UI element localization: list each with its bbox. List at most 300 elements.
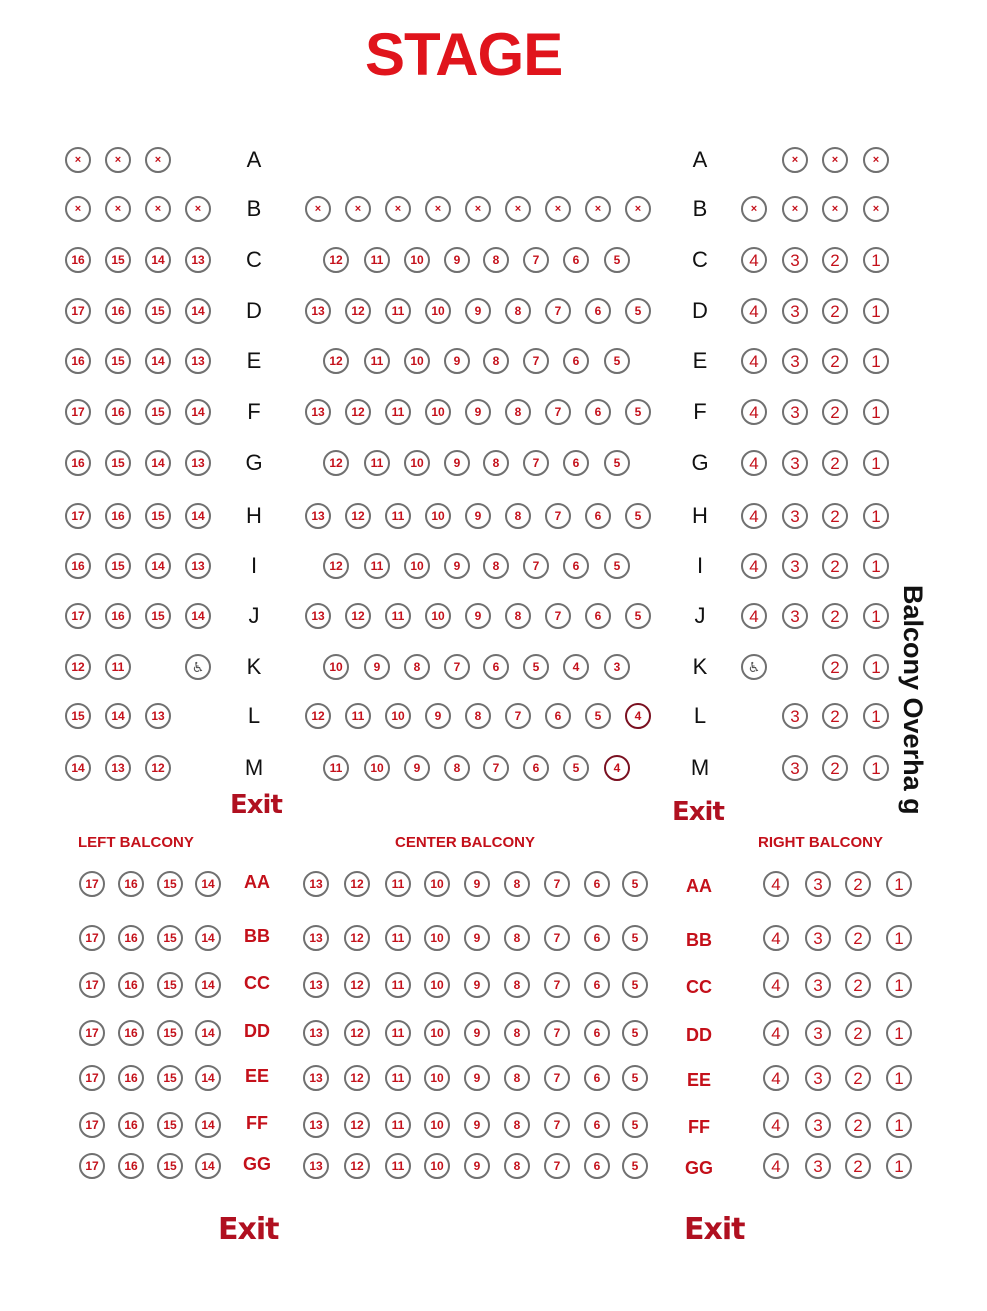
seat-M-6[interactable]: 6 <box>523 755 549 781</box>
seat-AA-6[interactable]: 6 <box>584 871 610 897</box>
seat-K-4[interactable]: 4 <box>563 654 589 680</box>
seat-D-1[interactable]: 1 <box>863 298 889 324</box>
seat-H-12[interactable]: 12 <box>345 503 371 529</box>
seat-C-4[interactable]: 4 <box>741 247 767 273</box>
seat-F-14[interactable]: 14 <box>185 399 211 425</box>
seat-AA-7[interactable]: 7 <box>544 871 570 897</box>
seat-GG-9[interactable]: 9 <box>464 1153 490 1179</box>
seat-F-12[interactable]: 12 <box>345 399 371 425</box>
seat-J-7[interactable]: 7 <box>545 603 571 629</box>
seat-H-14[interactable]: 14 <box>185 503 211 529</box>
seat-J-14[interactable]: 14 <box>185 603 211 629</box>
seat-L-9[interactable]: 9 <box>425 703 451 729</box>
seat-J-17[interactable]: 17 <box>65 603 91 629</box>
seat-E-7[interactable]: 7 <box>523 348 549 374</box>
seat-AA-3[interactable]: 3 <box>805 871 831 897</box>
wheelchair-icon[interactable]: ♿ <box>185 654 211 680</box>
seat-BB-5[interactable]: 5 <box>622 925 648 951</box>
seat-D-5[interactable]: 5 <box>625 298 651 324</box>
seat-CC-12[interactable]: 12 <box>344 972 370 998</box>
seat-DD-14[interactable]: 14 <box>195 1020 221 1046</box>
seat-I-3[interactable]: 3 <box>782 553 808 579</box>
seat-K-11[interactable]: 11 <box>105 654 131 680</box>
seat-CC-13[interactable]: 13 <box>303 972 329 998</box>
seat-L-15[interactable]: 15 <box>65 703 91 729</box>
seat-F-5[interactable]: 5 <box>625 399 651 425</box>
seat-M-10[interactable]: 10 <box>364 755 390 781</box>
seat-M-7[interactable]: 7 <box>483 755 509 781</box>
seat-GG-16[interactable]: 16 <box>118 1153 144 1179</box>
seat-C-2[interactable]: 2 <box>822 247 848 273</box>
seat-H-7[interactable]: 7 <box>545 503 571 529</box>
seat-D-7[interactable]: 7 <box>545 298 571 324</box>
seat-F-7[interactable]: 7 <box>545 399 571 425</box>
seat-E-12[interactable]: 12 <box>323 348 349 374</box>
seat-AA-5[interactable]: 5 <box>622 871 648 897</box>
seat-GG-4[interactable]: 4 <box>763 1153 789 1179</box>
seat-B-×[interactable]: × <box>185 196 211 222</box>
seat-G-15[interactable]: 15 <box>105 450 131 476</box>
seat-E-6[interactable]: 6 <box>563 348 589 374</box>
seat-I-4[interactable]: 4 <box>741 553 767 579</box>
seat-DD-17[interactable]: 17 <box>79 1020 105 1046</box>
seat-B-×[interactable]: × <box>782 196 808 222</box>
seat-J-15[interactable]: 15 <box>145 603 171 629</box>
seat-DD-8[interactable]: 8 <box>504 1020 530 1046</box>
seat-BB-15[interactable]: 15 <box>157 925 183 951</box>
seat-D-3[interactable]: 3 <box>782 298 808 324</box>
seat-C-7[interactable]: 7 <box>523 247 549 273</box>
seat-FF-1[interactable]: 1 <box>886 1112 912 1138</box>
seat-J-2[interactable]: 2 <box>822 603 848 629</box>
seat-FF-5[interactable]: 5 <box>622 1112 648 1138</box>
seat-G-13[interactable]: 13 <box>185 450 211 476</box>
seat-FF-8[interactable]: 8 <box>504 1112 530 1138</box>
seat-J-1[interactable]: 1 <box>863 603 889 629</box>
seat-I-10[interactable]: 10 <box>404 553 430 579</box>
seat-M-1[interactable]: 1 <box>863 755 889 781</box>
seat-EE-15[interactable]: 15 <box>157 1065 183 1091</box>
seat-C-6[interactable]: 6 <box>563 247 589 273</box>
seat-B-×[interactable]: × <box>822 196 848 222</box>
seat-I-1[interactable]: 1 <box>863 553 889 579</box>
seat-D-10[interactable]: 10 <box>425 298 451 324</box>
seat-E-2[interactable]: 2 <box>822 348 848 374</box>
seat-L-1[interactable]: 1 <box>863 703 889 729</box>
seat-M-9[interactable]: 9 <box>404 755 430 781</box>
seat-L-11[interactable]: 11 <box>345 703 371 729</box>
seat-AA-10[interactable]: 10 <box>424 871 450 897</box>
seat-J-16[interactable]: 16 <box>105 603 131 629</box>
seat-DD-9[interactable]: 9 <box>464 1020 490 1046</box>
seat-FF-6[interactable]: 6 <box>584 1112 610 1138</box>
seat-BB-6[interactable]: 6 <box>584 925 610 951</box>
seat-EE-10[interactable]: 10 <box>424 1065 450 1091</box>
seat-A-×[interactable]: × <box>65 147 91 173</box>
seat-AA-9[interactable]: 9 <box>464 871 490 897</box>
seat-J-9[interactable]: 9 <box>465 603 491 629</box>
seat-B-×[interactable]: × <box>425 196 451 222</box>
seat-B-×[interactable]: × <box>65 196 91 222</box>
seat-I-8[interactable]: 8 <box>483 553 509 579</box>
seat-L-7[interactable]: 7 <box>505 703 531 729</box>
seat-BB-8[interactable]: 8 <box>504 925 530 951</box>
seat-CC-3[interactable]: 3 <box>805 972 831 998</box>
seat-BB-13[interactable]: 13 <box>303 925 329 951</box>
seat-B-×[interactable]: × <box>863 196 889 222</box>
seat-D-9[interactable]: 9 <box>465 298 491 324</box>
seat-D-17[interactable]: 17 <box>65 298 91 324</box>
seat-I-12[interactable]: 12 <box>323 553 349 579</box>
seat-C-11[interactable]: 11 <box>364 247 390 273</box>
seat-G-9[interactable]: 9 <box>444 450 470 476</box>
seat-G-16[interactable]: 16 <box>65 450 91 476</box>
seat-J-10[interactable]: 10 <box>425 603 451 629</box>
seat-H-15[interactable]: 15 <box>145 503 171 529</box>
seat-G-10[interactable]: 10 <box>404 450 430 476</box>
seat-C-16[interactable]: 16 <box>65 247 91 273</box>
seat-E-16[interactable]: 16 <box>65 348 91 374</box>
seat-BB-14[interactable]: 14 <box>195 925 221 951</box>
seat-C-10[interactable]: 10 <box>404 247 430 273</box>
seat-C-13[interactable]: 13 <box>185 247 211 273</box>
seat-G-6[interactable]: 6 <box>563 450 589 476</box>
seat-FF-12[interactable]: 12 <box>344 1112 370 1138</box>
seat-DD-4[interactable]: 4 <box>763 1020 789 1046</box>
seat-GG-2[interactable]: 2 <box>845 1153 871 1179</box>
seat-H-6[interactable]: 6 <box>585 503 611 529</box>
seat-I-9[interactable]: 9 <box>444 553 470 579</box>
seat-DD-1[interactable]: 1 <box>886 1020 912 1046</box>
seat-D-8[interactable]: 8 <box>505 298 531 324</box>
seat-CC-17[interactable]: 17 <box>79 972 105 998</box>
seat-L-3[interactable]: 3 <box>782 703 808 729</box>
seat-AA-13[interactable]: 13 <box>303 871 329 897</box>
seat-B-×[interactable]: × <box>385 196 411 222</box>
seat-K-6[interactable]: 6 <box>483 654 509 680</box>
seat-E-8[interactable]: 8 <box>483 348 509 374</box>
seat-BB-16[interactable]: 16 <box>118 925 144 951</box>
seat-G-14[interactable]: 14 <box>145 450 171 476</box>
seat-GG-7[interactable]: 7 <box>544 1153 570 1179</box>
seat-AA-4[interactable]: 4 <box>763 871 789 897</box>
seat-J-13[interactable]: 13 <box>305 603 331 629</box>
seat-BB-1[interactable]: 1 <box>886 925 912 951</box>
seat-G-2[interactable]: 2 <box>822 450 848 476</box>
seat-J-12[interactable]: 12 <box>345 603 371 629</box>
seat-GG-1[interactable]: 1 <box>886 1153 912 1179</box>
seat-I-6[interactable]: 6 <box>563 553 589 579</box>
seat-EE-16[interactable]: 16 <box>118 1065 144 1091</box>
seat-DD-6[interactable]: 6 <box>584 1020 610 1046</box>
seat-BB-11[interactable]: 11 <box>385 925 411 951</box>
seat-EE-17[interactable]: 17 <box>79 1065 105 1091</box>
seat-B-×[interactable]: × <box>345 196 371 222</box>
seat-E-4[interactable]: 4 <box>741 348 767 374</box>
seat-K-3[interactable]: 3 <box>604 654 630 680</box>
seat-C-1[interactable]: 1 <box>863 247 889 273</box>
seat-H-4[interactable]: 4 <box>741 503 767 529</box>
seat-B-×[interactable]: × <box>505 196 531 222</box>
seat-F-17[interactable]: 17 <box>65 399 91 425</box>
seat-D-2[interactable]: 2 <box>822 298 848 324</box>
seat-D-15[interactable]: 15 <box>145 298 171 324</box>
seat-J-3[interactable]: 3 <box>782 603 808 629</box>
seat-G-11[interactable]: 11 <box>364 450 390 476</box>
seat-M-12[interactable]: 12 <box>145 755 171 781</box>
seat-AA-15[interactable]: 15 <box>157 871 183 897</box>
seat-I-13[interactable]: 13 <box>185 553 211 579</box>
seat-D-12[interactable]: 12 <box>345 298 371 324</box>
seat-E-10[interactable]: 10 <box>404 348 430 374</box>
seat-GG-5[interactable]: 5 <box>622 1153 648 1179</box>
seat-EE-8[interactable]: 8 <box>504 1065 530 1091</box>
seat-CC-16[interactable]: 16 <box>118 972 144 998</box>
seat-AA-14[interactable]: 14 <box>195 871 221 897</box>
seat-EE-3[interactable]: 3 <box>805 1065 831 1091</box>
seat-AA-2[interactable]: 2 <box>845 871 871 897</box>
seat-D-13[interactable]: 13 <box>305 298 331 324</box>
seat-G-3[interactable]: 3 <box>782 450 808 476</box>
seat-L-4[interactable]: 4 <box>625 703 651 729</box>
seat-B-×[interactable]: × <box>585 196 611 222</box>
seat-J-11[interactable]: 11 <box>385 603 411 629</box>
seat-M-3[interactable]: 3 <box>782 755 808 781</box>
seat-AA-8[interactable]: 8 <box>504 871 530 897</box>
seat-D-4[interactable]: 4 <box>741 298 767 324</box>
seat-EE-9[interactable]: 9 <box>464 1065 490 1091</box>
seat-L-6[interactable]: 6 <box>545 703 571 729</box>
seat-D-6[interactable]: 6 <box>585 298 611 324</box>
seat-G-5[interactable]: 5 <box>604 450 630 476</box>
seat-C-5[interactable]: 5 <box>604 247 630 273</box>
seat-CC-9[interactable]: 9 <box>464 972 490 998</box>
seat-K-1[interactable]: 1 <box>863 654 889 680</box>
seat-I-7[interactable]: 7 <box>523 553 549 579</box>
seat-K-12[interactable]: 12 <box>65 654 91 680</box>
seat-I-15[interactable]: 15 <box>105 553 131 579</box>
seat-L-2[interactable]: 2 <box>822 703 848 729</box>
seat-AA-16[interactable]: 16 <box>118 871 144 897</box>
seat-GG-11[interactable]: 11 <box>385 1153 411 1179</box>
seat-CC-8[interactable]: 8 <box>504 972 530 998</box>
seat-J-6[interactable]: 6 <box>585 603 611 629</box>
seat-M-5[interactable]: 5 <box>563 755 589 781</box>
seat-H-11[interactable]: 11 <box>385 503 411 529</box>
seat-EE-5[interactable]: 5 <box>622 1065 648 1091</box>
seat-I-16[interactable]: 16 <box>65 553 91 579</box>
seat-FF-9[interactable]: 9 <box>464 1112 490 1138</box>
seat-J-5[interactable]: 5 <box>625 603 651 629</box>
seat-GG-10[interactable]: 10 <box>424 1153 450 1179</box>
seat-EE-6[interactable]: 6 <box>584 1065 610 1091</box>
seat-H-13[interactable]: 13 <box>305 503 331 529</box>
seat-A-×[interactable]: × <box>863 147 889 173</box>
seat-FF-3[interactable]: 3 <box>805 1112 831 1138</box>
seat-L-5[interactable]: 5 <box>585 703 611 729</box>
seat-DD-13[interactable]: 13 <box>303 1020 329 1046</box>
seat-EE-11[interactable]: 11 <box>385 1065 411 1091</box>
seat-DD-3[interactable]: 3 <box>805 1020 831 1046</box>
seat-EE-4[interactable]: 4 <box>763 1065 789 1091</box>
seat-GG-14[interactable]: 14 <box>195 1153 221 1179</box>
seat-M-11[interactable]: 11 <box>323 755 349 781</box>
seat-H-17[interactable]: 17 <box>65 503 91 529</box>
seat-H-8[interactable]: 8 <box>505 503 531 529</box>
seat-A-×[interactable]: × <box>145 147 171 173</box>
seat-L-8[interactable]: 8 <box>465 703 491 729</box>
seat-H-10[interactable]: 10 <box>425 503 451 529</box>
seat-DD-2[interactable]: 2 <box>845 1020 871 1046</box>
seat-E-11[interactable]: 11 <box>364 348 390 374</box>
seat-C-14[interactable]: 14 <box>145 247 171 273</box>
seat-GG-3[interactable]: 3 <box>805 1153 831 1179</box>
seat-K-2[interactable]: 2 <box>822 654 848 680</box>
seat-J-8[interactable]: 8 <box>505 603 531 629</box>
seat-FF-16[interactable]: 16 <box>118 1112 144 1138</box>
seat-E-9[interactable]: 9 <box>444 348 470 374</box>
seat-E-15[interactable]: 15 <box>105 348 131 374</box>
seat-E-14[interactable]: 14 <box>145 348 171 374</box>
seat-CC-5[interactable]: 5 <box>622 972 648 998</box>
seat-H-16[interactable]: 16 <box>105 503 131 529</box>
seat-AA-17[interactable]: 17 <box>79 871 105 897</box>
seat-I-5[interactable]: 5 <box>604 553 630 579</box>
seat-C-12[interactable]: 12 <box>323 247 349 273</box>
seat-GG-15[interactable]: 15 <box>157 1153 183 1179</box>
seat-E-13[interactable]: 13 <box>185 348 211 374</box>
seat-BB-12[interactable]: 12 <box>344 925 370 951</box>
seat-H-2[interactable]: 2 <box>822 503 848 529</box>
seat-CC-4[interactable]: 4 <box>763 972 789 998</box>
seat-B-×[interactable]: × <box>305 196 331 222</box>
seat-EE-1[interactable]: 1 <box>886 1065 912 1091</box>
seat-A-×[interactable]: × <box>782 147 808 173</box>
seat-CC-6[interactable]: 6 <box>584 972 610 998</box>
seat-GG-12[interactable]: 12 <box>344 1153 370 1179</box>
seat-G-1[interactable]: 1 <box>863 450 889 476</box>
seat-FF-10[interactable]: 10 <box>424 1112 450 1138</box>
seat-D-11[interactable]: 11 <box>385 298 411 324</box>
seat-B-×[interactable]: × <box>145 196 171 222</box>
seat-G-8[interactable]: 8 <box>483 450 509 476</box>
seat-FF-14[interactable]: 14 <box>195 1112 221 1138</box>
seat-F-10[interactable]: 10 <box>425 399 451 425</box>
seat-F-16[interactable]: 16 <box>105 399 131 425</box>
seat-B-×[interactable]: × <box>625 196 651 222</box>
seat-EE-13[interactable]: 13 <box>303 1065 329 1091</box>
seat-M-8[interactable]: 8 <box>444 755 470 781</box>
seat-FF-7[interactable]: 7 <box>544 1112 570 1138</box>
seat-F-11[interactable]: 11 <box>385 399 411 425</box>
seat-BB-10[interactable]: 10 <box>424 925 450 951</box>
seat-FF-2[interactable]: 2 <box>845 1112 871 1138</box>
seat-G-12[interactable]: 12 <box>323 450 349 476</box>
seat-BB-3[interactable]: 3 <box>805 925 831 951</box>
seat-K-10[interactable]: 10 <box>323 654 349 680</box>
seat-H-1[interactable]: 1 <box>863 503 889 529</box>
seat-AA-12[interactable]: 12 <box>344 871 370 897</box>
seat-A-×[interactable]: × <box>105 147 131 173</box>
seat-A-×[interactable]: × <box>822 147 848 173</box>
seat-CC-10[interactable]: 10 <box>424 972 450 998</box>
seat-F-2[interactable]: 2 <box>822 399 848 425</box>
seat-D-14[interactable]: 14 <box>185 298 211 324</box>
seat-D-16[interactable]: 16 <box>105 298 131 324</box>
seat-FF-13[interactable]: 13 <box>303 1112 329 1138</box>
seat-BB-9[interactable]: 9 <box>464 925 490 951</box>
seat-FF-17[interactable]: 17 <box>79 1112 105 1138</box>
seat-F-15[interactable]: 15 <box>145 399 171 425</box>
seat-H-9[interactable]: 9 <box>465 503 491 529</box>
seat-I-14[interactable]: 14 <box>145 553 171 579</box>
seat-DD-5[interactable]: 5 <box>622 1020 648 1046</box>
seat-B-×[interactable]: × <box>105 196 131 222</box>
seat-L-14[interactable]: 14 <box>105 703 131 729</box>
seat-CC-14[interactable]: 14 <box>195 972 221 998</box>
seat-K-9[interactable]: 9 <box>364 654 390 680</box>
seat-M-4[interactable]: 4 <box>604 755 630 781</box>
seat-EE-2[interactable]: 2 <box>845 1065 871 1091</box>
seat-F-13[interactable]: 13 <box>305 399 331 425</box>
seat-DD-11[interactable]: 11 <box>385 1020 411 1046</box>
seat-M-13[interactable]: 13 <box>105 755 131 781</box>
seat-BB-17[interactable]: 17 <box>79 925 105 951</box>
seat-CC-1[interactable]: 1 <box>886 972 912 998</box>
seat-B-×[interactable]: × <box>465 196 491 222</box>
seat-DD-16[interactable]: 16 <box>118 1020 144 1046</box>
seat-GG-13[interactable]: 13 <box>303 1153 329 1179</box>
seat-M-2[interactable]: 2 <box>822 755 848 781</box>
seat-BB-4[interactable]: 4 <box>763 925 789 951</box>
seat-B-×[interactable]: × <box>545 196 571 222</box>
seat-K-7[interactable]: 7 <box>444 654 470 680</box>
seat-EE-14[interactable]: 14 <box>195 1065 221 1091</box>
seat-J-4[interactable]: 4 <box>741 603 767 629</box>
seat-E-5[interactable]: 5 <box>604 348 630 374</box>
seat-DD-12[interactable]: 12 <box>344 1020 370 1046</box>
seat-F-3[interactable]: 3 <box>782 399 808 425</box>
seat-G-7[interactable]: 7 <box>523 450 549 476</box>
seat-B-×[interactable]: × <box>741 196 767 222</box>
seat-E-1[interactable]: 1 <box>863 348 889 374</box>
seat-GG-8[interactable]: 8 <box>504 1153 530 1179</box>
seat-EE-7[interactable]: 7 <box>544 1065 570 1091</box>
wheelchair-icon[interactable]: ♿ <box>741 654 767 680</box>
seat-M-14[interactable]: 14 <box>65 755 91 781</box>
seat-I-2[interactable]: 2 <box>822 553 848 579</box>
seat-C-3[interactable]: 3 <box>782 247 808 273</box>
seat-C-8[interactable]: 8 <box>483 247 509 273</box>
seat-DD-10[interactable]: 10 <box>424 1020 450 1046</box>
seat-E-3[interactable]: 3 <box>782 348 808 374</box>
seat-F-8[interactable]: 8 <box>505 399 531 425</box>
seat-H-5[interactable]: 5 <box>625 503 651 529</box>
seat-FF-15[interactable]: 15 <box>157 1112 183 1138</box>
seat-CC-7[interactable]: 7 <box>544 972 570 998</box>
seat-L-13[interactable]: 13 <box>145 703 171 729</box>
seat-AA-1[interactable]: 1 <box>886 871 912 897</box>
seat-EE-12[interactable]: 12 <box>344 1065 370 1091</box>
seat-BB-7[interactable]: 7 <box>544 925 570 951</box>
seat-DD-7[interactable]: 7 <box>544 1020 570 1046</box>
seat-K-5[interactable]: 5 <box>523 654 549 680</box>
seat-F-6[interactable]: 6 <box>585 399 611 425</box>
seat-GG-17[interactable]: 17 <box>79 1153 105 1179</box>
seat-F-9[interactable]: 9 <box>465 399 491 425</box>
seat-G-4[interactable]: 4 <box>741 450 767 476</box>
seat-CC-11[interactable]: 11 <box>385 972 411 998</box>
